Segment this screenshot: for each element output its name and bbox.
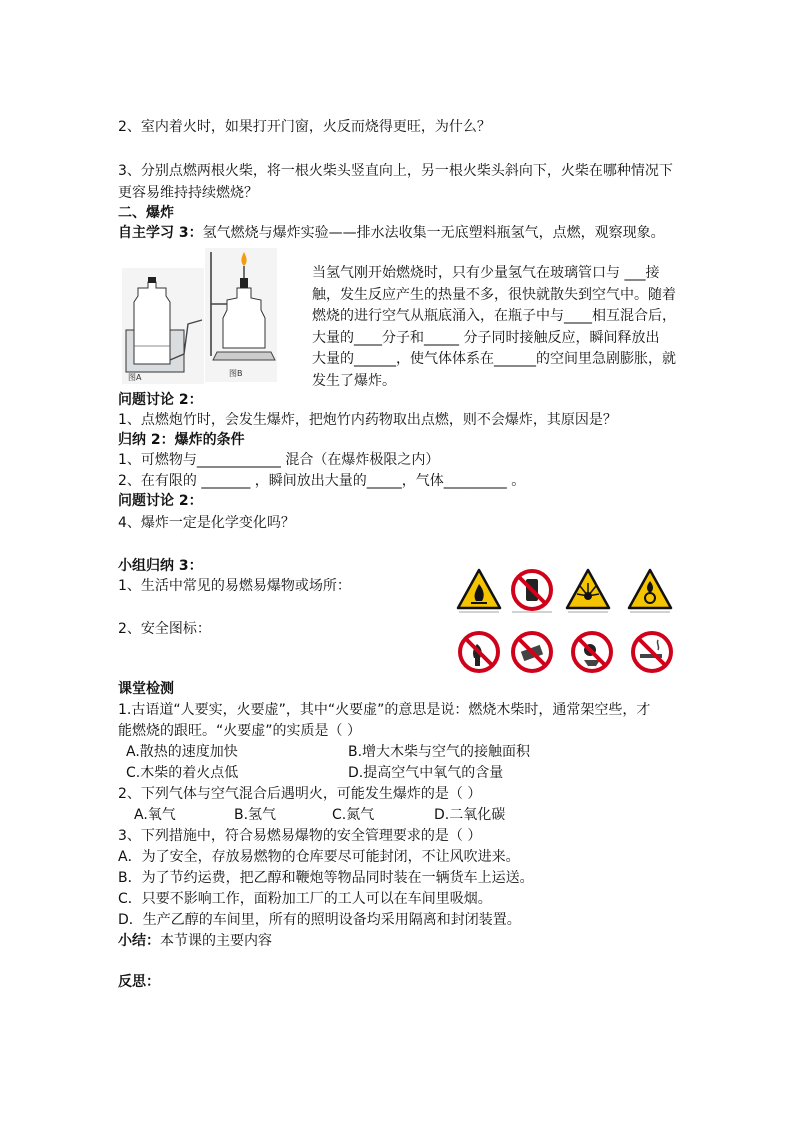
section-title-explosion: 二、爆炸 (118, 205, 174, 221)
discussion-2-question: 1、点燃炮竹时，会发生爆炸，把炮竹内药物取出点燃，则不会爆炸，其原因是？ (118, 412, 617, 428)
discussion-2b-question: 4、爆炸一定是化学变化吗？ (118, 515, 295, 531)
test-q3-stem: 3、下列措施中，符合易燃易爆物的安全管理要求的是（ ） (118, 828, 482, 844)
paragraph-line: 发生了爆炸。 (312, 372, 396, 389)
flammable-warning-icon (455, 566, 503, 614)
test-q1-option-c: C.木柴的着火点低 (126, 765, 239, 781)
test-q2-option-b: B.氢气 (234, 807, 277, 823)
test-q3-option-b: B．为了节约运费，把乙醇和鞭炮等物品同时装在一辆货车上运送。 (118, 870, 534, 886)
test-q1-line2: 能燃烧的跟旺。“火要虚”的实质是（ ） (118, 723, 361, 739)
test-q2-option-d: D.二氧化碳 (434, 807, 506, 823)
paragraph-line: 当氢气刚开始燃烧时，只有少量氢气在玻璃管口与 ___接 (312, 265, 660, 281)
paragraph-line: 燃烧的进行空气从瓶底涌入，在瓶子中与____相互混合后， (312, 308, 676, 324)
question-2: 2、室内着火时，如果打开门窗，火反而烧得更旺，为什么？ (118, 119, 491, 135)
self-study-3 (118, 223, 665, 243)
figure-b-ignition (205, 248, 277, 382)
group-3-title: 小组归纳 3： (118, 558, 203, 574)
group-3-item1: 1、生活中常见的易燃易爆物或场所： (118, 578, 351, 594)
question-3-line1: 3、分别点燃两根火柴，将一根火柴头竖直向上，另一根火柴头斜向下，火柴在哪种情况下 (118, 163, 673, 179)
induction-2-item2: 2、在有限的 _______ ，瞬间放出大量的_____，气体_________ 。 (118, 473, 526, 489)
no-flammables-icon (508, 628, 556, 676)
self-study-3-label: 自主学习 3： (118, 225, 203, 241)
induction-2-title: 归纳 2：爆炸的条件 (118, 432, 245, 448)
test-q1-line1: 1.古语道“人要实，火要虚”，其中“火要虚”的意思是说：燃烧木柴时，通常架空些，才 (118, 702, 651, 718)
test-q1-option-d: D.提高空气中氧气的含量 (348, 765, 504, 781)
figure-a-label: 图A (128, 373, 142, 382)
paragraph-line: 触，发生反应产生的热量不多，很快就散失到空气中。随着 (312, 286, 676, 303)
no-smoking-icon (628, 628, 676, 676)
reflection-label: 反思： (118, 974, 160, 990)
no-open-flame-icon (455, 628, 503, 676)
no-fireworks-icon (508, 566, 556, 614)
question-3-line2: 更容易维持持续燃烧？ (118, 185, 258, 201)
discussion-2-title: 问题讨论 2： (118, 392, 203, 408)
discussion-2b-title: 问题讨论 2： (118, 493, 203, 509)
group-3-item2: 2、安全图标： (118, 621, 211, 637)
explosive-warning-icon (564, 566, 612, 614)
paragraph-line: 大量的____分子和_____ 分子同时接触反应，瞬间释放出 (312, 329, 660, 346)
induction-2-item1: 1、可燃物与____________ 混合（在爆炸极限之内） (118, 452, 440, 468)
summary-text: 本节课的主要内容 (160, 933, 272, 949)
oxidizer-warning-icon (626, 566, 674, 614)
test-q2-stem: 2、下列气体与空气混合后遇明火，可能发生爆炸的是（ ） (118, 786, 482, 802)
test-q3-option-c: C．只要不影响工作，面粉加工厂的工人可以在车间里吸烟。 (118, 891, 492, 907)
class-test-title: 课堂检测 (118, 681, 174, 697)
summary (118, 931, 272, 951)
no-burning-icon (568, 628, 616, 676)
test-q3-option-d: D．生产乙醇的车间里，所有的照明设备均采用隔离和封闭装置。 (118, 912, 521, 928)
test-q1-option-a: A.散热的速度加快 (126, 744, 238, 760)
experiment-paragraph (312, 263, 674, 392)
paragraph-line: 大量的______，使气体体系在______的空间里急剧膨胀，就 (312, 351, 676, 367)
test-q2-option-a: A.氧气 (134, 807, 176, 823)
test-q3-option-a: A．为了安全，存放易燃物的仓库要尽可能封闭，不让风吹进来。 (118, 849, 520, 865)
test-q2-option-c: C.氮气 (332, 807, 375, 823)
self-study-3-text: 氢气燃烧与爆炸实验——排水法收集一无底塑料瓶氢气，点燃，观察现象。 (202, 225, 665, 241)
summary-label: 小结： (118, 933, 160, 949)
test-q1-option-b: B.增大木柴与空气的接触面积 (348, 744, 531, 760)
figure-a-water-displacement (122, 268, 204, 384)
figure-b-label: 图B (229, 369, 243, 378)
